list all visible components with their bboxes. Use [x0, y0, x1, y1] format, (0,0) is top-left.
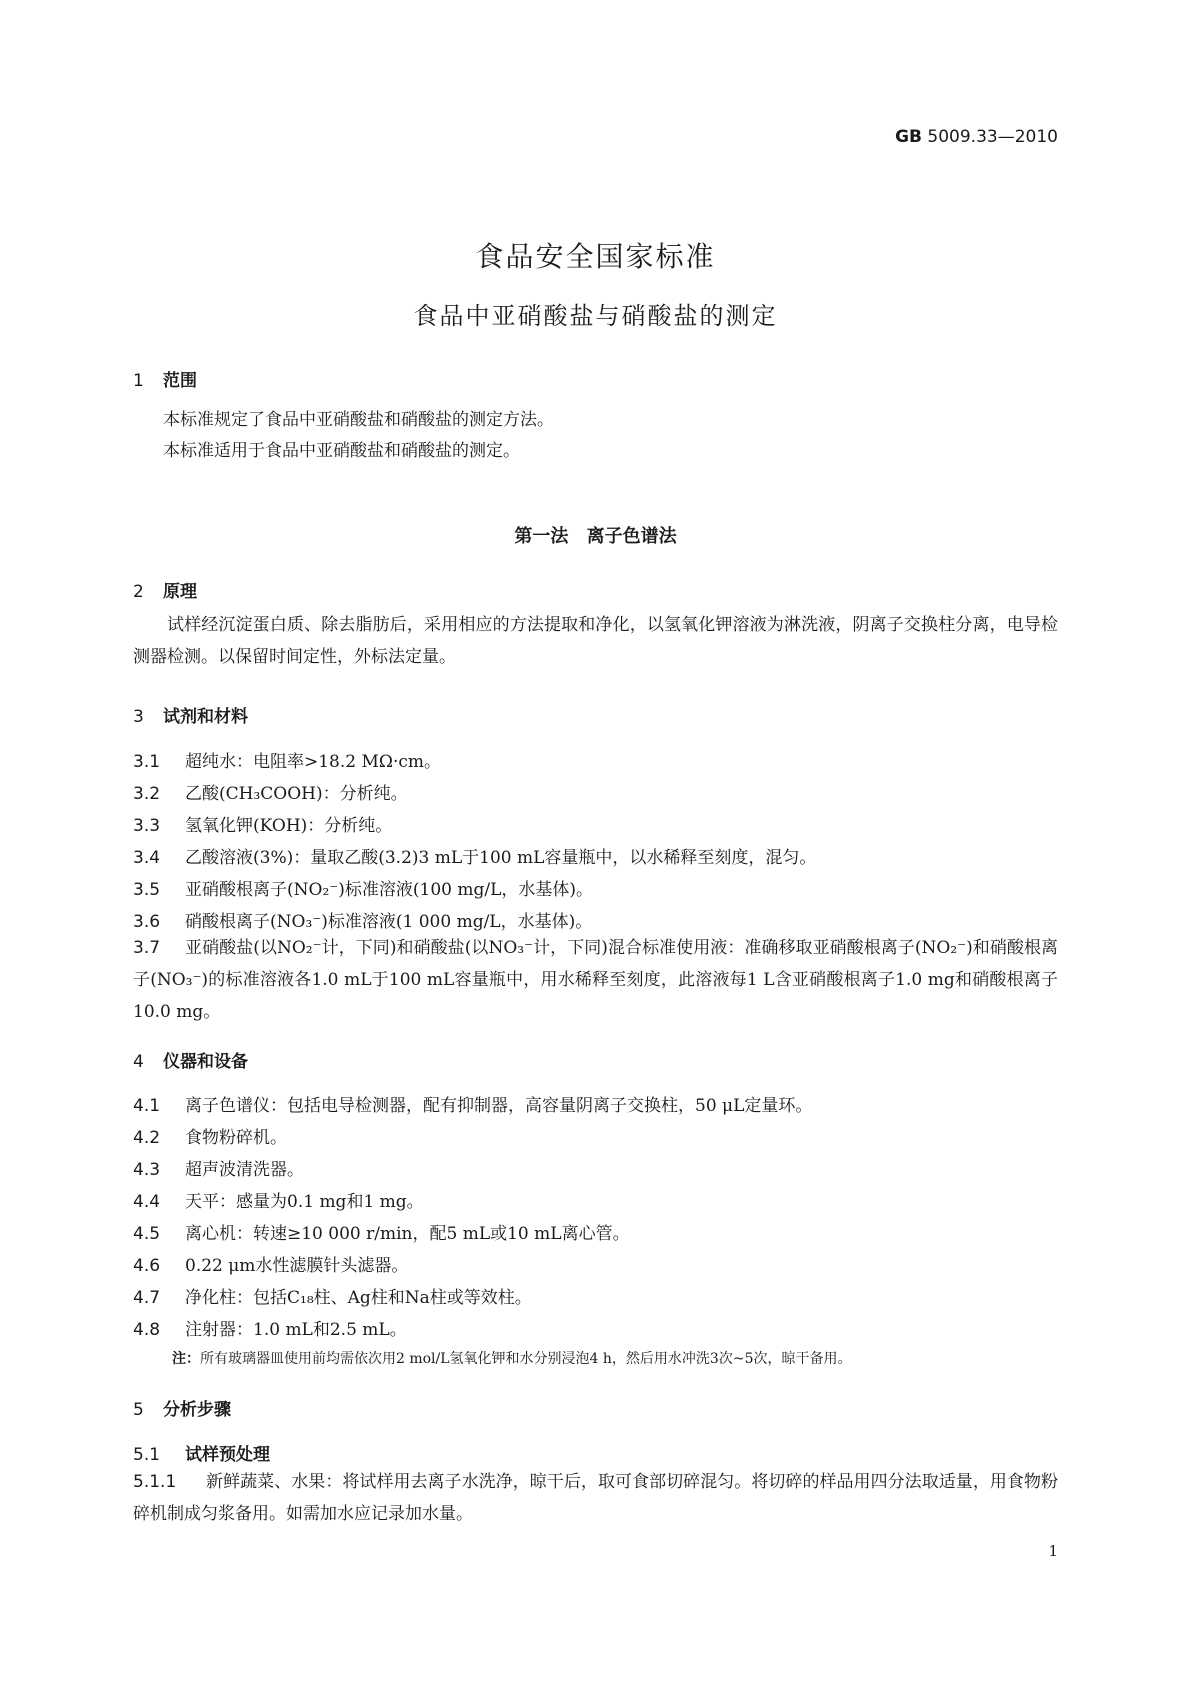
equipment-item: 4.7 净化柱：包括C₁₈柱、Ag柱和Na柱或等效柱。 [133, 1288, 532, 1308]
equipment-item: 4.2 食物粉碎机。 [133, 1128, 287, 1148]
equipment-item: 4.4 天平：感量为0.1 mg和1 mg。 [133, 1192, 424, 1212]
reagent-item: 3.5 亚硝酸根离子(NO₂⁻)标准溶液(100 mg/L，水基体)。 [133, 880, 593, 900]
method-heading: 第一法 离子色谱法 [514, 526, 677, 547]
reagent-item: 3.3 氢氧化钾(KOH)：分析纯。 [133, 816, 393, 836]
reagent-item: 3.6 硝酸根离子(NO₃⁻)标准溶液(1 000 mg/L，水基体)。 [133, 912, 593, 932]
page-number: 1 [1048, 1542, 1058, 1560]
reagent-item: 3.4 乙酸溶液(3%)：量取乙酸(3.2)3 mL于100 mL容量瓶中，以水稀释至刻度，混匀。 [133, 848, 817, 868]
equipment-item: 4.1 离子色谱仪：包括电导检测器，配有抑制器，高容量阴离子交换柱，50 μL定量环。 [133, 1096, 813, 1116]
equipment-item: 4.3 超声波清洗器。 [133, 1160, 304, 1180]
section-3-heading: 3 试剂和材料 [133, 707, 248, 727]
standard-code: GB 5009.33—2010 [895, 127, 1058, 147]
section-2-paragraph: 试样经沉淀蛋白质、除去脂肪后，采用相应的方法提取和净化，以氢氧化钾溶液为淋洗液，阴离子交换柱分离，电导检测器检测。以保留时间定性，外标法定量。 [133, 615, 1058, 667]
section-4-heading: 4 仪器和设备 [133, 1052, 248, 1072]
equipment-item: 4.6 0.22 μm水性滤膜针头滤器。 [133, 1256, 409, 1276]
reagent-item: 3.1 超纯水：电阻率>18.2 MΩ·cm。 [133, 752, 442, 772]
subsection-5-1-heading: 5.1 试样预处理 [133, 1445, 270, 1465]
equipment-item: 4.5 离心机：转速≥10 000 r/min，配5 mL或10 mL离心管。 [133, 1224, 630, 1244]
reagent-item: 3.2 乙酸(CH₃COOH)：分析纯。 [133, 784, 408, 804]
equipment-item: 4.8 注射器：1.0 mL和2.5 mL。 [133, 1320, 407, 1340]
procedure-item: 5.1.1 新鲜蔬菜、水果：将试样用去离子水洗净，晾干后，取可食部切碎混匀。将切碎的样品用四分法取适量，用食物粉碎机制成匀浆备用。如需加水应记录加水量。 [133, 1472, 1058, 1524]
section-1-paragraph-1: 本标准规定了食品中亚硝酸盐和硝酸盐的测定方法。 [163, 410, 554, 430]
reagent-item: 3.7 亚硝酸盐(以NO₂⁻计，下同)和硝酸盐(以NO₃⁻计，下同)混合标准使用液：准确移取亚硝酸根离子(NO₂⁻)和硝酸根离子(NO₃⁻)的标准溶液各1.0 mL于100 mL容量瓶中，用水稀释至刻度，此溶液每1 L含亚硝酸根离子1.0 mg和硝酸根离子10.0 mg。 [133, 938, 1058, 1022]
document-title: 食品安全国家标准 [475, 240, 716, 273]
equipment-note: 注：所有玻璃器皿使用前均需依次用2 mol/L氢氧化钾和水分别浸泡4 h，然后用水冲洗3次~5次，晾干备用。 [172, 1351, 852, 1367]
section-5-heading: 5 分析步骤 [133, 1400, 231, 1420]
section-1-heading: 1 范围 [133, 371, 197, 391]
section-1-paragraph-2: 本标准适用于食品中亚硝酸盐和硝酸盐的测定。 [163, 441, 520, 461]
document-subtitle: 食品中亚硝酸盐与硝酸盐的测定 [413, 302, 778, 330]
section-2-heading: 2 原理 [133, 582, 197, 602]
